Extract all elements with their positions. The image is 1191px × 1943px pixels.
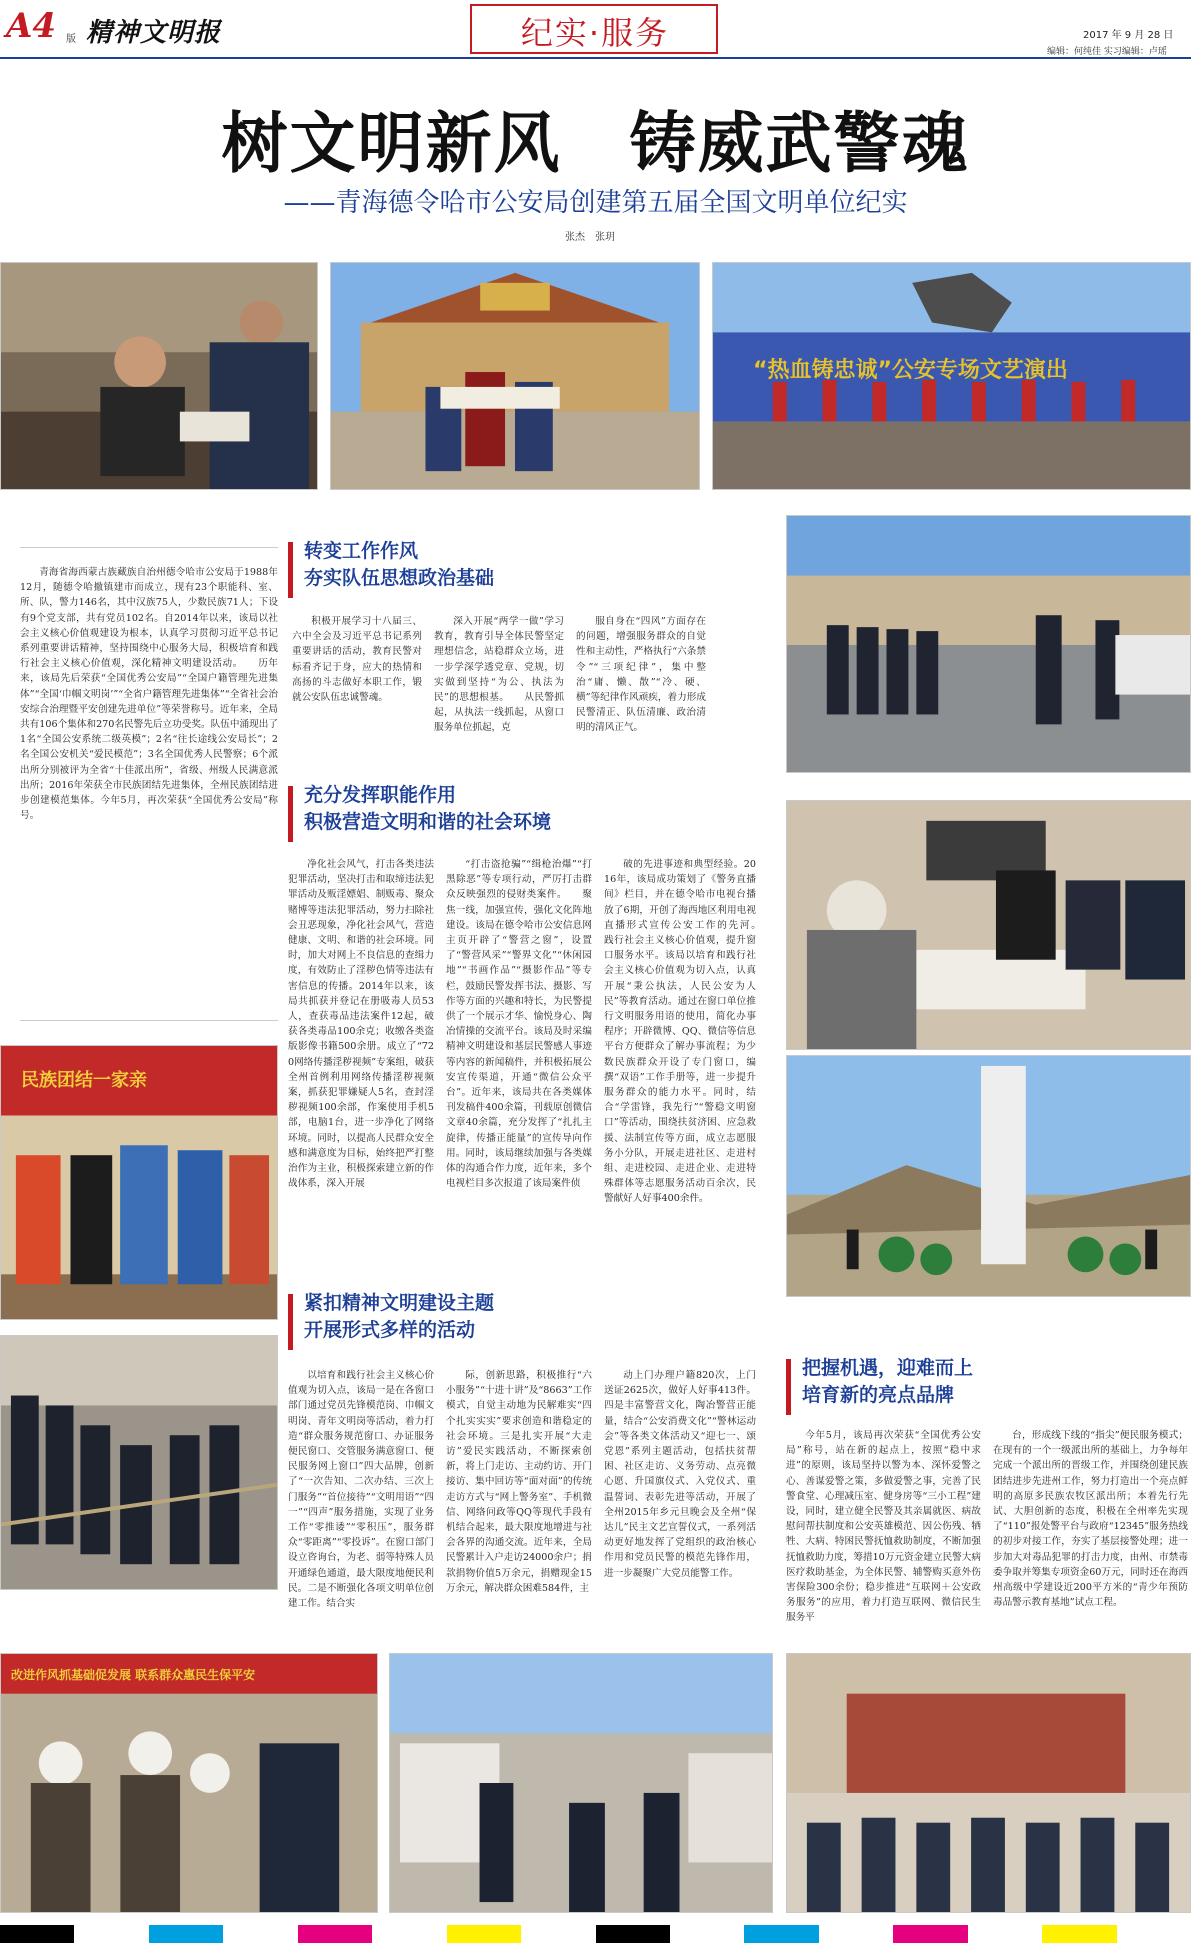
home-visit-photo-icon bbox=[787, 801, 1190, 1049]
page-suffix: 版 bbox=[66, 34, 76, 45]
section-3-title-line1: 紧扣精神文明建设主题 bbox=[304, 1292, 495, 1314]
issue-date: 2017 年 9 月 28 日 bbox=[1083, 30, 1174, 41]
editors: 编辑：何纯佳 实习编辑：卢瑶 bbox=[1047, 47, 1167, 57]
photo-monastery bbox=[330, 262, 700, 490]
section-4-col-1: 今年5月，该局再次荣获“全国优秀公安局”称号，站在新的起点上，按照“稳中求进”的原则，该局坚持以警为本、深怀爱警之心、善谋爱警之策，多做爱警之事，完善了民警食堂、心理减压室、健身房等“三小工程”建设，同时，建立健全民警及其亲属就医、病故慰问帮扶制度和公安英雄模范、因公伤残、牺牲、大病、特困民警抚恤救助制度，不断加强抚恤救助力度，筹措10万元资金建立民警大病医疗救助基金，为全体民警、辅警购买意外伤害保险300余份；稳步推进“互联网＋公安政务服务”的应用，着力打造互联网、微信民生服务平 bbox=[786, 1430, 981, 1624]
section-2-col-2: “打击盗抢骗”“缉枪治爆”“打黑除恶”等专项行动，严厉打击群众反映强烈的侵财类案件。 聚焦一线，加强宣传，强化文化阵地建设。该局在德令哈市公安信息网主页开辟了“警营之窗”，设置了“警营风采”“警界文化”“休闲园地”“书画作品”“摄影作品”等专栏，鼓励民警发挥书法、摄影、写作等方面的兴趣和特长，为民警提供了一个展示才华、愉悦身心、陶冶情操的交流平台。该局及时采编精神文明建设和基层民警感人事迹等内容的新闻稿件，并积极拓展公安宣传渠道，开通“微信公众平台”。近年来，该局共在各类媒体刊发稿件400余篇，刊载原创微信文章40余篇，充分发挥了“扎扎主旋律，传播正能量”的宣传导向作用。同时，该局继续加强与各类媒体的沟通合作力度，近年来，多个电视栏目多次报道了该局案件侦 bbox=[446, 859, 592, 1190]
section-3-col-1: 以培育和践行社会主义核心价值观为切入点，该局一是在各窗口部门通过党员先锋模范岗、巾帼文明岗、青年文明岗等活动，着力打造“群众服务规范窗口、办证服务便民窗口、交管服务满意窗口、便民服务网上窗口”四大品牌，创新了“一次告知、二次办结、三次上门服务”“首位接待”“文明用语”“四一”“四声”服务措施，实现了业务工作“零推诿”“零积压”，服务群众“零距离”“零投诉”。在窗口部门设立咨询台，为老、弱等特殊人员开通绿色通道，最大限度地便民利民。二是不断强化各项文明单位创建工作。结合实 bbox=[288, 1370, 434, 1610]
section-2-col-3: 破的先进事迹和典型经验。2016年，该局成功策划了《警务直播间》栏目，并在德令哈市电视台播放了6期，开创了海西地区利用电视直播形式宣传公安工作的先河。 践行社会主义核心价值观，提升窗口服务水平。该局以培育和践行社会主义核心价值观为切入点，认真开展“秉公执法，人民公安为人民”等教育活动。通过在窗口单位推行文明服务用语的使用，简化办事程序；开辟微博、QQ、微信等信息平台方便群众了解办事流程；为少数民族群众开设了专门窗口，编撰“双语”工作手册等，进一步提升服务群众的能力水平。同时，结合“学雷锋，我先行”“警稳文明窗口”等活动，围绕扶贫济困、应急救援、法制宣传等方面，成立志愿服务小分队，开展走进社区、走进村组、走进校园、走进企业、走进特殊群体等志愿服务活动百余次，民警献好人好事400余件。 bbox=[604, 859, 776, 1205]
page-subtitle: ——青海德令哈市公安局创建第五届全国文明单位纪实 bbox=[283, 188, 908, 218]
community-visit-photo-icon bbox=[1, 1654, 377, 1912]
intro-bottom-rule bbox=[20, 1020, 278, 1021]
paper-name: 精神文明报 bbox=[86, 18, 222, 48]
section-title: 纪实·服务 bbox=[520, 14, 670, 52]
photo-memorial bbox=[786, 1055, 1191, 1297]
photo-police-visit bbox=[0, 262, 318, 490]
tug-of-war-photo-icon bbox=[1, 1336, 277, 1589]
section-3-col-2: 际，创新思路，积极推行“六小服务”“十进十讲”及“8663”工作模式，自觉主动地为民解难实“四个扎实实实”要求创造和谐稳定的社会环境。三是扎实开展“大走访”爱民实践活动，不断探索创新，将上门走访、主动约访、开门接访、集中回访等“面对面”的传统走访方式与“网上警务室”、手机微信、网络问政等QQ等现代手段有机结合起来，最大限度地增进与社会各界的沟通交流。近年来，全局民警累计入户走访24000余户；捐款捐物价值5万余元，捐赠现金15万余元，解决群众困难584件，主 bbox=[446, 1370, 592, 1594]
exhibition-photo-icon bbox=[390, 1654, 772, 1912]
photo-salute bbox=[786, 1653, 1191, 1913]
intro-text: 青海省海西蒙古族藏族自治州德令哈市公安局于1988年12月，随德令哈撤镇建市而成立，现有23个职能科、室、所、队，警力146名，其中汉族75人，少数民族71人；下设有9个党支部，共有党员102名。自2014年以来，该局以社会主义核心价值观建设为根本，认真学习贯彻习近平总书记系列重要讲话精神，坚持围绕中心服务大局，积极培育和践行社会主义核心价值观，深化精神文明建设活动。 历年来，该局先后荣获“全国优秀公安局”“全国户籍管理先进集体”“全国‘巾帼文明岗’”“全省户籍管理先进集体”“全省社会治安综合治理暨平安创建先进单位”等荣誉称号。近年来，全局共有106个集体和270名民警先后立功受奖。队伍中涌现出了1名“全国公安系统二级英模”；2名“往长途线公安局长”；2名全国公安机关“爱民模范”；3名全国优秀人民警察；6个派出所分别被评为全省“十佳派出所”，省级、州级人民满意派出所；2016年荣获全市民族团结先进集体，全州民族团结进步创建模范集体。今年5月，再次荣获“全国优秀公安局”称号。 bbox=[20, 567, 278, 822]
section-1-heading bbox=[288, 538, 688, 592]
photo-stage-performance bbox=[712, 262, 1191, 490]
photo-home-visit bbox=[786, 800, 1191, 1050]
stage-banner: “热血铸忠诚”公安专场文艺演出 bbox=[753, 358, 1068, 383]
photo-ethnic-costume bbox=[0, 1045, 278, 1320]
section-1-col-1: 积极开展学习十八届三、六中全会及习近平总书记系列重要讲话的活动，教育民警对标看齐记于身，应大的热情和高扬的斗志做好本职工作，锻就公安队伍忠诚警魂。 bbox=[292, 616, 422, 704]
intro-top-rule bbox=[20, 547, 278, 548]
section-2-title-line1: 充分发挥职能作用 bbox=[304, 784, 457, 806]
salute-photo-icon bbox=[787, 1654, 1190, 1912]
photo-exhibition bbox=[389, 1653, 773, 1913]
byline: 张杰 张玥 bbox=[565, 232, 615, 243]
community-banner: 改进作风抓基础促发展 联系群众惠民生保平安 bbox=[11, 1668, 256, 1682]
monastery-photo-icon bbox=[331, 263, 699, 489]
section-4-heading bbox=[786, 1355, 1191, 1409]
section-4-col-2: 台，形成线下线的“指尖”便民服务模式；在现有的一个一级派出所的基础上，力争每年完成一个派出所的晋级工作，并围绕创建民族团结进步先进州工作，努力打造出一个亮点鲜明的高原多民族农牧区派出所；本着先行先试、大胆创新的态度，积极在全州率先实现了“110”报处警平台与政府“12345”服务热线的初步对接工作，夯实了基层接警处理；进一步加大对毒品犯罪的打击力度，由州、市禁毒委争取并筹集专项资金60万元，同时还在海西州高级中学建设近200平方米的“青少年预防毒品警示教育基地”试点工程。 bbox=[993, 1430, 1188, 1609]
section-2-heading bbox=[288, 782, 718, 836]
photo-community-visit bbox=[0, 1653, 378, 1913]
section-1-title-line2: 夯实队伍思想政治基础 bbox=[304, 567, 495, 589]
masthead-rule bbox=[0, 57, 1191, 59]
police-visit-photo-icon bbox=[1, 263, 317, 489]
page-number: A4 bbox=[6, 6, 57, 46]
section-1-col-2: 深入开展“两学一做”学习教育，教育引导全体民警坚定理想信念，站稳群众立场，进一步学深学透党章、党规，切实做到坚持“为公、执法为民”的思想根基。 从民警抓起，从执法一线抓起，从窗口服务单位抓起，克 bbox=[434, 616, 564, 734]
photo-tug-of-war bbox=[0, 1335, 278, 1590]
section-2-title-line2: 积极营造文明和谐的社会环境 bbox=[304, 811, 552, 833]
section-3-title-line2: 开展形式多样的活动 bbox=[304, 1319, 476, 1341]
section-2-col-1: 净化社会风气，打击各类违法犯罪活动，坚决打击和取缔违法犯罪活动及贩淫嫖娼、制贩毒、聚众赌博等违法犯罪活动，努力扫除社会丑恶现象，净化社会风气，营造健康、文明、和谐的社会环境。同时，加大对网上不良信息的查缉力度，有效防止了淫秽色情等违法有害信息的传播。2014年以来，该局共抓获并登记在册吸毒人员53人，查获毒品违法案件12起，破获各类毒品100余克；收缴各类盗版影像书籍500余册。成立了“720网络传播淫秽视频”专案组，破获全州首例利用网络传播淫秽视频案，抓获犯罪嫌疑人5名，查封淫秽视频100余部，作案使用手机5部，电脑1台，进一步净化了网络环境。同时，以提高人民群众安全感和满意度为目标，始终把严打整治作为主业，积极探索建立新的作战体系，深入开展 bbox=[288, 859, 434, 1190]
memorial-photo-icon bbox=[787, 1056, 1190, 1296]
page-title: 树文明新风 铸威武警魂 bbox=[221, 105, 970, 182]
police-parade-photo-icon bbox=[787, 516, 1190, 772]
ethnic-banner: 民族团结一家亲 bbox=[21, 1070, 147, 1091]
section-1-col-3: 服自身在“四风”方面存在的问题，增强服务群众的自觉性和主动性，严格执行“六条禁令”“三项纪律”，集中整治“庸、懒、散”“冷、硬、横”等纪律作风顽疾，着力形成民警清正、队伍清廉、政治清明的清风正气。 bbox=[576, 616, 706, 734]
section-4-title-line1: 把握机遇，迎难而上 bbox=[802, 1357, 974, 1379]
photo-police-parade bbox=[786, 515, 1191, 773]
section-3-col-3: 动上门办理户籍820次，上门送证2625次，做好人好事413件。四是丰富警营文化，陶冶警营正能量，结合“公安消费文化”“警林运动会”等各类文体活动又“迎七一、颂党恩”系列主题活动，包括扶贫帮困、社区走访、义务劳动、点亮微心愿、升国旗仪式、入党仪式、重温誓词、表彰先进等活动，开展了全州2015年乡元旦晚会及全州“保达儿”民主文艺宣誓仪式，一系列活动更好地发挥了党组织的政治核心作用和党员民警的模范先锋作用，进一步凝聚广大党员能警工作。 bbox=[604, 1370, 756, 1579]
section-3-heading bbox=[288, 1290, 718, 1344]
masthead bbox=[0, 0, 1191, 58]
section-4-title-line2: 培育新的亮点品牌 bbox=[802, 1384, 955, 1406]
print-color-bar bbox=[0, 1925, 1191, 1943]
section-1-title-line1: 转变工作作风 bbox=[304, 540, 419, 562]
